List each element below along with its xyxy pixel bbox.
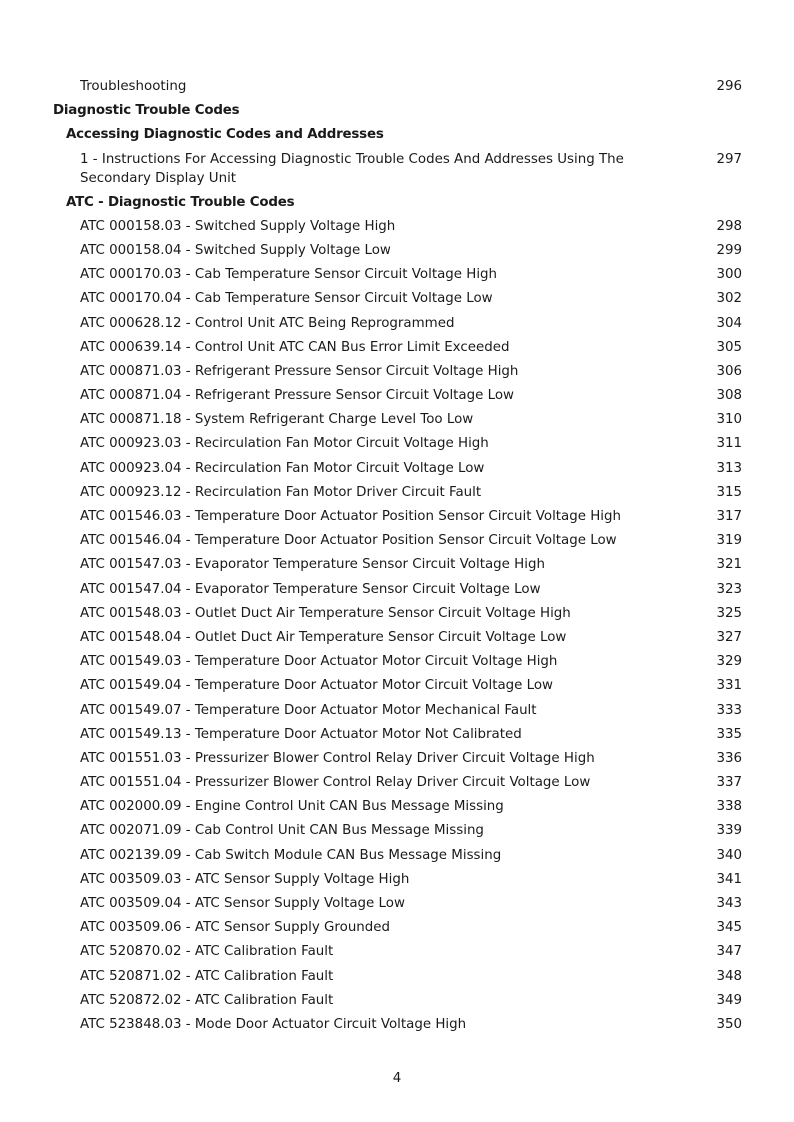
toc-entry[interactable]	[0, 408, 794, 432]
toc-entry-page: 299	[716, 242, 742, 258]
toc-entry-title: ATC 000639.14 - Control Unit ATC CAN Bus Error Limit Exceeded	[80, 339, 510, 355]
toc-entry[interactable]	[0, 432, 794, 456]
toc-entry-page: 340	[716, 847, 742, 863]
toc-entry-title: ATC 001549.13 - Temperature Door Actuator Motor Not Calibrated	[80, 726, 522, 742]
toc-entry[interactable]	[0, 287, 794, 311]
toc-heading-title: ATC - Diagnostic Trouble Codes	[66, 194, 295, 210]
toc-entry[interactable]	[0, 940, 794, 964]
toc-entry-title: ATC 000923.12 - Recirculation Fan Motor Driver Circuit Fault	[80, 484, 482, 500]
table-of-contents	[0, 75, 794, 1037]
toc-entry[interactable]	[0, 312, 794, 336]
toc-entry-page: 313	[716, 460, 742, 476]
toc-entry[interactable]	[0, 239, 794, 263]
toc-entry-page: 341	[716, 871, 742, 887]
toc-entry-page: 317	[716, 509, 742, 524]
toc-entry-title: ATC 001548.04 - Outlet Duct Air Temperature Sensor Circuit Voltage Low	[80, 629, 567, 645]
toc-entry-page: 302	[716, 291, 742, 307]
toc-entry[interactable]	[0, 819, 794, 843]
toc-entry-title: ATC 520872.02 - ATC Calibration Fault	[80, 992, 334, 1008]
toc-entry-title: ATC 002000.09 - Engine Control Unit CAN Bus Message Missing	[80, 799, 504, 815]
toc-entry-page: 347	[716, 944, 742, 960]
toc-entry[interactable]	[0, 529, 794, 553]
toc-entry-title: ATC 001551.04 - Pressurizer Blower Control Relay Driver Circuit Voltage Low	[80, 775, 591, 791]
toc-entry-title: ATC 000628.12 - Control Unit ATC Being Reprogrammed	[80, 315, 455, 331]
toc-entry-page: 311	[716, 436, 742, 452]
toc-entry-page: 336	[716, 750, 742, 766]
toc-entry[interactable]	[0, 481, 794, 505]
toc-entry[interactable]	[0, 553, 794, 577]
toc-entry[interactable]	[0, 336, 794, 360]
toc-entry-title: ATC 000923.04 - Recirculation Fan Motor Circuit Voltage Low	[80, 460, 485, 476]
toc-entry-title: ATC 523848.03 - Mode Door Actuator Circuit Voltage High	[80, 1016, 467, 1032]
toc-entry[interactable]	[0, 650, 794, 674]
toc-entry-title: ATC 003509.04 - ATC Sensor Supply Voltage Low	[80, 896, 405, 911]
toc-entry-page: 337	[716, 775, 742, 791]
toc-entry[interactable]	[0, 892, 794, 916]
toc-entry-page: 345	[716, 920, 742, 936]
toc-entry-page: 331	[716, 678, 742, 694]
toc-entry-page: 315	[716, 484, 742, 500]
toc-entry-page: 349	[716, 992, 742, 1008]
toc-entry-page: 348	[716, 968, 742, 984]
toc-entry-page: 321	[716, 557, 742, 573]
toc-entry-page: 305	[716, 339, 742, 355]
toc-entry-page: 298	[716, 218, 742, 234]
toc-entry-page: 338	[716, 799, 742, 815]
toc-entry[interactable]	[0, 868, 794, 892]
toc-entry[interactable]	[0, 75, 794, 99]
toc-heading-title: Accessing Diagnostic Codes and Addresses	[66, 127, 384, 143]
toc-entry[interactable]	[0, 457, 794, 481]
toc-entry-title: ATC 001546.04 - Temperature Door Actuator Position Sensor Circuit Voltage Low	[80, 533, 617, 549]
toc-entry-page: 319	[716, 533, 742, 549]
toc-entry[interactable]	[0, 989, 794, 1013]
toc-entry[interactable]	[0, 578, 794, 602]
toc-entry[interactable]	[0, 723, 794, 747]
toc-entry-page: 310	[716, 412, 742, 428]
toc-entry-page: 304	[716, 315, 742, 331]
toc-entry-title: ATC 001546.03 - Temperature Door Actuator Position Sensor Circuit Voltage High	[80, 509, 622, 524]
toc-entry-page: 333	[716, 702, 742, 718]
toc-entry-page: 327	[716, 629, 742, 645]
toc-entry-title: ATC 003509.03 - ATC Sensor Supply Voltage High	[80, 871, 410, 887]
toc-entry[interactable]	[0, 844, 794, 868]
toc-entry-title: ATC 000871.03 - Refrigerant Pressure Sensor Circuit Voltage High	[80, 363, 519, 379]
toc-entry-title: ATC 001548.03 - Outlet Duct Air Temperature Sensor Circuit Voltage High	[80, 605, 571, 621]
toc-entry-title: ATC 000158.03 - Switched Supply Voltage High	[80, 218, 396, 234]
toc-entry[interactable]	[0, 699, 794, 723]
toc-heading	[0, 99, 794, 123]
toc-entry[interactable]	[0, 747, 794, 771]
toc-entry[interactable]	[0, 215, 794, 239]
toc-entry-title: ATC 002071.09 - Cab Control Unit CAN Bus Message Missing	[80, 823, 484, 839]
toc-entry-page: 297	[716, 151, 742, 167]
toc-entry-title: ATC 520870.02 - ATC Calibration Fault	[80, 944, 334, 960]
toc-entry[interactable]	[0, 965, 794, 989]
toc-entry-page: 300	[716, 267, 742, 283]
toc-entry-title: ATC 001551.03 - Pressurizer Blower Control Relay Driver Circuit Voltage High	[80, 750, 595, 766]
toc-entry-title: ATC 001549.07 - Temperature Door Actuator Motor Mechanical Fault	[80, 702, 537, 718]
toc-entry-title: ATC 000170.04 - Cab Temperature Sensor Circuit Voltage Low	[80, 291, 493, 307]
toc-entry-title: ATC 002139.09 - Cab Switch Module CAN Bus Message Missing	[80, 847, 502, 863]
toc-entry-page: 329	[716, 654, 742, 670]
toc-entry[interactable]	[0, 771, 794, 795]
toc-entry-page: 325	[716, 605, 742, 621]
toc-entry-page: 306	[716, 363, 742, 379]
toc-entry[interactable]	[0, 148, 794, 191]
toc-entry-title: ATC 520871.02 - ATC Calibration Fault	[80, 968, 334, 984]
toc-entry-title: ATC 003509.06 - ATC Sensor Supply Grounded	[80, 920, 391, 936]
toc-entry[interactable]	[0, 1013, 794, 1037]
toc-entry-title: ATC 001549.03 - Temperature Door Actuator Motor Circuit Voltage High	[80, 654, 558, 670]
toc-entry[interactable]	[0, 674, 794, 698]
toc-entry-title: ATC 001547.03 - Evaporator Temperature Sensor Circuit Voltage High	[80, 557, 545, 573]
toc-entry-title: ATC 000871.18 - System Refrigerant Charge Level Too Low	[80, 412, 474, 428]
toc-entry-title: 1 - Instructions For Accessing Diagnostic Trouble Codes And Addresses Using The Secondary Display Unit	[80, 151, 624, 186]
toc-heading	[0, 191, 794, 215]
toc-entry[interactable]	[0, 360, 794, 384]
toc-entry-page: 323	[716, 581, 742, 597]
page-number: 4	[392, 1071, 402, 1086]
toc-entry[interactable]	[0, 384, 794, 408]
toc-entry-title: ATC 000871.04 - Refrigerant Pressure Sensor Circuit Voltage Low	[80, 388, 515, 404]
toc-entry-page: 343	[716, 896, 742, 911]
toc-entry-title: ATC 000170.03 - Cab Temperature Sensor Circuit Voltage High	[80, 267, 498, 283]
toc-entry-page: 335	[716, 726, 742, 742]
toc-heading	[0, 123, 794, 147]
toc-entry-page: 350	[716, 1016, 742, 1032]
toc-entry[interactable]	[0, 263, 794, 287]
toc-entry[interactable]	[0, 505, 794, 529]
toc-entry-title: ATC 000923.03 - Recirculation Fan Motor Circuit Voltage High	[80, 436, 489, 452]
toc-entry-page: 296	[716, 79, 742, 94]
toc-entry-title: ATC 001547.04 - Evaporator Temperature Sensor Circuit Voltage Low	[80, 581, 541, 597]
toc-entry-title: ATC 001549.04 - Temperature Door Actuator Motor Circuit Voltage Low	[80, 678, 554, 694]
toc-entry[interactable]	[0, 626, 794, 650]
toc-entry[interactable]	[0, 916, 794, 940]
toc-entry-page: 308	[716, 388, 742, 404]
toc-entry[interactable]	[0, 795, 794, 819]
toc-entry-title: ATC 000158.04 - Switched Supply Voltage Low	[80, 242, 391, 258]
toc-entry-page: 339	[716, 823, 742, 839]
toc-entry-title: Troubleshooting	[80, 79, 187, 94]
toc-heading-title: Diagnostic Trouble Codes	[53, 103, 240, 119]
toc-entry[interactable]	[0, 602, 794, 626]
